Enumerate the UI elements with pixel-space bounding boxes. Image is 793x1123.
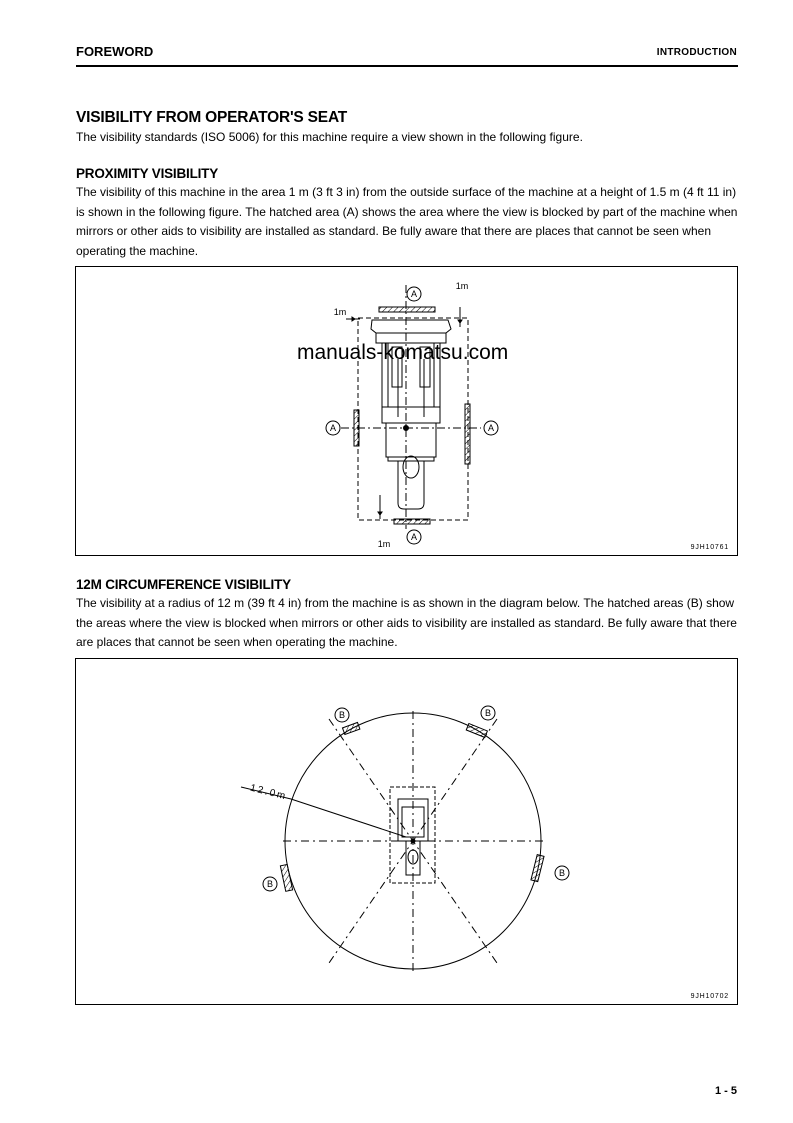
marker-a-left: A — [329, 423, 337, 433]
watermark: manuals-komatsu.com — [297, 341, 509, 364]
circumference-diagram — [76, 659, 737, 1004]
header-chapter-label: INTRODUCTION — [656, 47, 737, 58]
marker-a-right: A — [487, 423, 495, 433]
dim-1m-left: 1m — [333, 307, 347, 317]
dim-1m-bottom: 1m — [377, 539, 391, 549]
figure-id-proximity: 9JH10761 — [690, 544, 729, 551]
marker-a-top: A — [410, 289, 418, 299]
proximity-title: PROXIMITY VISIBILITY — [76, 166, 219, 181]
figure-id-circumference: 9JH10702 — [690, 993, 729, 1000]
radius-label: 12.0m — [248, 782, 289, 803]
dim-1m-top: 1m — [455, 281, 469, 291]
header-section-label: FOREWORD — [76, 44, 154, 59]
proximity-figure — [75, 266, 738, 556]
section-title: VISIBILITY FROM OPERATOR'S SEAT — [76, 109, 348, 126]
circumference-body: The visibility at a radius of 12 m (39 ft 4 in) from the machine is as shown in the diagram below. The hatched areas (B) show the areas where the view is blocked when mirrors or other aids to visibility are installed as standard. Be fully aware that there are places that cannot be seen when operating the machine. — [76, 596, 737, 649]
proximity-body: The visibility of this machine in the area 1 m (3 ft 3 in) from the outside surface of the machine at a height of 1.5 m (4 ft 11 in) is shown in the following figure. The hatched area (A) shows the area where the view is blocked by part of the machine when mirrors or other aids to visibility are installed as standard. Be fully aware that there are places that cannot be seen when operating the machine. — [76, 185, 738, 258]
circumference-figure — [75, 658, 738, 1005]
page-number: 1 - 5 — [714, 1085, 737, 1097]
intro-text: The visibility standards (ISO 5006) for this machine require a view shown in the following figure. — [76, 130, 583, 144]
marker-b-right: B — [558, 868, 566, 878]
proximity-diagram — [76, 267, 737, 555]
circumference-title: 12M CIRCUMFERENCE VISIBILITY — [76, 577, 291, 592]
marker-a-bottom: A — [410, 532, 418, 542]
marker-b-top-left: B — [338, 710, 346, 720]
marker-b-left: B — [266, 879, 274, 889]
marker-b-top-right: B — [484, 708, 492, 718]
header-rule — [76, 65, 738, 67]
